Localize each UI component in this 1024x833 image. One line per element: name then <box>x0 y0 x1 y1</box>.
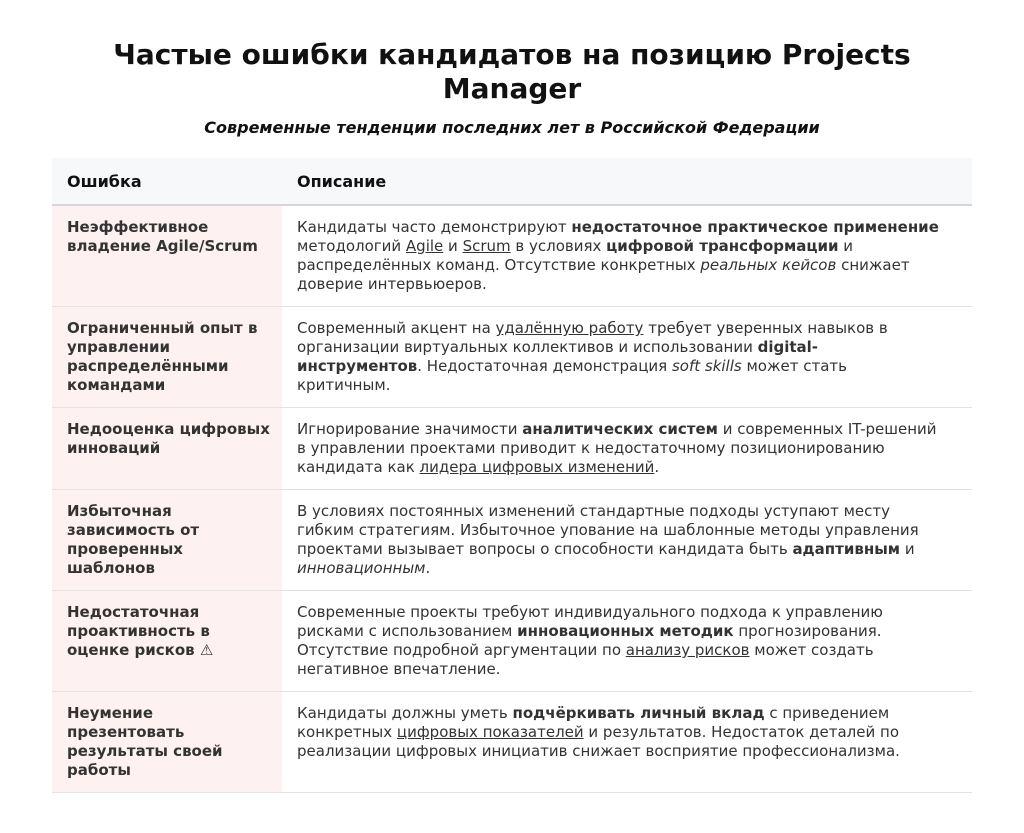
table-row <box>52 205 972 307</box>
description-text: В условиях постоянных изменений стандартные подходы уступают месту гибким стратегиям. Избыточное упование на шаблонные методы управления проектами вызывает вопросы о способности кандидата быть <box>297 502 919 558</box>
errors-table <box>52 158 972 793</box>
description-text: . Недостаточная демонстрация <box>417 357 672 375</box>
description-italic-text: soft skills <box>671 357 742 375</box>
description-text: и распределённых команд. Отсутствие конкретных <box>297 237 854 274</box>
description-text: может стать критичным. <box>297 357 847 394</box>
description-text: Современный акцент на <box>297 319 496 337</box>
description-bold-text: адаптивным <box>792 540 901 558</box>
error-cell: Ограниченный опыт в управлении распределёнными командами <box>52 307 282 408</box>
description-underlined-text: анализу рисков <box>625 641 750 659</box>
table-row <box>52 490 972 591</box>
description-underlined-text: удалённую работу <box>495 319 644 337</box>
description-underlined-text: Scrum <box>462 237 511 255</box>
description-text: Кандидаты должны уметь <box>297 704 513 722</box>
table-header <box>52 158 972 205</box>
description-text: и <box>900 540 915 558</box>
description-italic-text: инновационным <box>297 559 426 577</box>
header-description: Описание <box>282 158 972 205</box>
description-italic-text: реальных кейсов <box>700 256 837 274</box>
error-cell: Неэффективное владение Agile/Scrum <box>52 205 282 307</box>
table-row <box>52 692 972 793</box>
error-cell: Избыточная зависимость от проверенных шаблонов <box>52 490 282 591</box>
description-text: требует уверенных навыков в организации виртуальных коллективов и использовании <box>297 319 888 356</box>
description-cell <box>282 591 972 692</box>
description-text: с приведением конкретных <box>297 704 890 741</box>
description-bold-text: подчёркивать личный вклад <box>512 704 765 722</box>
description-cell <box>282 408 972 490</box>
description-bold-text: digital-инструментов <box>297 338 819 375</box>
description-cell <box>282 692 972 793</box>
description-text: Игнорирование значимости <box>297 420 523 438</box>
description-text: прогнозирования. Отсутствие подробной аргументации по <box>297 622 882 659</box>
error-cell: Неумение презентовать результаты своей работы <box>52 692 282 793</box>
header-row <box>52 158 972 205</box>
description-text: Кандидаты часто демонстрируют <box>297 218 572 236</box>
description-text: и результатов. Недостаток деталей по реализации цифровых инициатив снижает восприятие профессионализма. <box>297 723 900 760</box>
description-cell <box>282 307 972 408</box>
page-subtitle: Современные тенденции последних лет в Российской Федерации <box>204 118 820 137</box>
table-body <box>52 205 972 793</box>
description-text: может создать негативное впечатление. <box>297 641 874 678</box>
description-text: и <box>443 237 463 255</box>
description-underlined-text: цифровых показателей <box>396 723 584 741</box>
description-text: методологий <box>297 237 406 255</box>
description-cell <box>282 490 972 591</box>
page-title: Частые ошибки кандидатов на позицию Projects Manager <box>113 38 911 105</box>
error-cell: Недостаточная проактивность в оценке рисков ⚠ <box>52 591 282 692</box>
errors-table-container <box>52 158 972 793</box>
description-text: снижает доверие интервьюеров. <box>297 256 910 293</box>
header-error: Ошибка <box>52 158 282 205</box>
description-underlined-text: лидера цифровых изменений <box>419 458 655 476</box>
description-bold-text: аналитических систем <box>522 420 718 438</box>
description-underlined-text: Agile <box>405 237 444 255</box>
description-bold-text: цифровой трансформации <box>606 237 839 255</box>
error-cell: Недооценка цифровых инноваций <box>52 408 282 490</box>
description-text: и современных IT-решений в управлении проектами приводит к недостаточному позиционированию кандидата как <box>297 420 937 476</box>
description-cell <box>282 205 972 307</box>
description-text: . <box>425 559 431 577</box>
table-row <box>52 408 972 490</box>
description-bold-text: инновационных методик <box>517 622 734 640</box>
table-row <box>52 307 972 408</box>
table-row <box>52 591 972 692</box>
description-text: . <box>654 458 660 476</box>
description-text: Современные проекты требуют индивидуального подхода к управлению рисками с использованием <box>297 603 883 640</box>
description-text: в условиях <box>510 237 607 255</box>
description-bold-text: недостаточное практическое применение <box>571 218 939 236</box>
